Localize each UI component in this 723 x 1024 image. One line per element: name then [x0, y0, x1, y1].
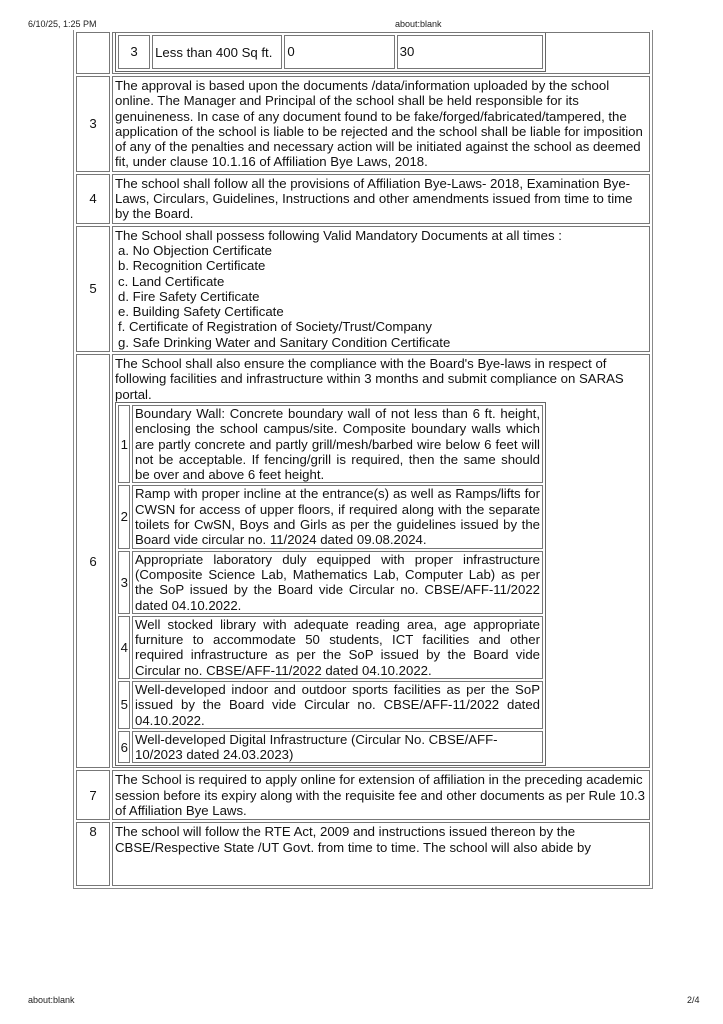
document-page: [73, 30, 653, 988]
row-text: The School is required to apply online for extension of affiliation in the preceding academic session before its expiry along with the requisite fee and other documents as per Rule 10.3 of Affiliation Bye Laws.: [112, 770, 650, 820]
print-header-url: about:blank: [395, 19, 442, 29]
facility-row: [118, 616, 543, 679]
facility-row: [118, 731, 543, 764]
table-row: [118, 35, 543, 69]
row-content-cell: [112, 32, 650, 74]
row-text: The school shall follow all the provisions of Affiliation Bye-Laws- 2018, Examination Bye-Laws, Circulars, Guidelines, Instructions and other amendments issued from time to time by the Board.: [112, 174, 650, 224]
table-row: [76, 76, 650, 172]
row-number: 5: [76, 226, 110, 352]
table-row-continued: [76, 32, 650, 74]
area-label: Less than 400 Sq ft.: [152, 35, 282, 69]
row-number: 3: [76, 76, 110, 172]
facility-text: Well-developed indoor and outdoor sports facilities as per the SoP issued by the Board vide Circular no. CBSE/AFF-11/2022 dated 04.10.2022.: [132, 681, 543, 729]
mandatory-documents-list: [115, 243, 647, 350]
table-row: [76, 226, 650, 352]
facilities-table: [115, 402, 546, 767]
table-row: [76, 770, 650, 820]
area-sno: 3: [118, 35, 150, 69]
facility-row: [118, 485, 543, 548]
print-header-datetime: 6/10/25, 1:25 PM: [28, 19, 97, 29]
list-item: b. Recognition Certificate: [118, 258, 266, 274]
facility-text: Boundary Wall: Concrete boundary wall of not less than 6 ft. height, enclosing the school campus/site. Composite boundary walls which are partly concrete and partly grill/mesh/barbed wire below 6 feet will not be acceptable. If fencing/grill is required, then the same should be over and above 6 feet height.: [132, 405, 543, 483]
print-footer-page-number: 2/4: [687, 995, 700, 1005]
facility-text: Appropriate laboratory duly equipped with proper infrastructure (Composite Science Lab, Mathematics Lab, Computer Lab) as per the SoP issued by the Board vide Circular no. CBSE/AFF-11/2022 dated 04.10.2022.: [132, 551, 543, 614]
list-item: f. Certificate of Registration of Society/Trust/Company: [118, 319, 432, 335]
row-content-cell: [112, 354, 650, 768]
facility-text: Well stocked library with adequate reading area, age appropriate furniture to accommodate 50 students, ICT facilities and other required infrastructure as per the SoP issued by the Board vide Circular no. CBSE/AFF-11/2022 dated 04.10.2022.: [132, 616, 543, 679]
list-item: d. Fire Safety Certificate: [118, 288, 260, 304]
row-number-cell: [76, 32, 110, 74]
row-number: 7: [76, 770, 110, 820]
facility-text: Ramp with proper incline at the entrance(s) as well as Ramps/lifts for CWSN for access of upper floors, if required along with the separate toilets for CwSN, Boys and Girls as per the guidelines issued by the Board vide circular no. 11/2024 dated 09.08.2024.: [132, 485, 543, 548]
row-content-cell: [112, 226, 650, 352]
facility-number: 2: [118, 485, 130, 548]
list-item: c. Land Certificate: [118, 273, 225, 289]
table-row: [76, 354, 650, 768]
area-col4: 30: [397, 35, 543, 69]
row-number: 6: [76, 354, 110, 768]
list-item: e. Building Safety Certificate: [118, 304, 284, 320]
row-text: The School shall also ensure the compliance with the Board's Bye-laws in respect of following facilities and infrastructure within 3 months and submit compliance on SARAS portal.: [115, 356, 624, 402]
facility-row: [118, 681, 543, 729]
facility-row: [118, 405, 543, 483]
facility-text: Well-developed Digital Infrastructure (Circular No. CBSE/AFF-10/2023 dated 24.03.2023): [132, 731, 543, 764]
table-row: [76, 822, 650, 886]
area-col3: 0: [284, 35, 394, 69]
row-number: 8: [76, 822, 110, 886]
facility-number: 4: [118, 616, 130, 679]
list-item: g. Safe Drinking Water and Sanitary Condition Certificate: [118, 334, 451, 350]
print-footer-url: about:blank: [28, 995, 75, 1005]
list-item: a. No Objection Certificate: [118, 242, 272, 258]
row-text: The approval is based upon the documents /data/information uploaded by the school online. The Manager and Principal of the school shall be held responsible for its genuineness. In case of any document found to be fake/forged/fabricated/tampered, the application of the school is liable to be rejected and the school shall be liable for imposition of any of the penalties and necessary action will be initiated against the school as deemed fit, under clause 10.1.16 of Affiliation Bye Laws, 2018.: [112, 76, 650, 172]
facility-number: 3: [118, 551, 130, 614]
table-row: [76, 174, 650, 224]
conditions-table: [73, 30, 653, 889]
facility-row: [118, 551, 543, 614]
facility-number: 1: [118, 405, 130, 483]
facility-number: 5: [118, 681, 130, 729]
area-fee-table: [115, 33, 546, 72]
row-number: 4: [76, 174, 110, 224]
row-text: The School shall possess following Valid Mandatory Documents at all times :: [115, 227, 562, 243]
facility-number: 6: [118, 731, 130, 764]
row-text: The school will follow the RTE Act, 2009 and instructions issued thereon by the CBSE/Respective State /UT Govt. from time to time. The school will also abide by: [112, 822, 650, 886]
